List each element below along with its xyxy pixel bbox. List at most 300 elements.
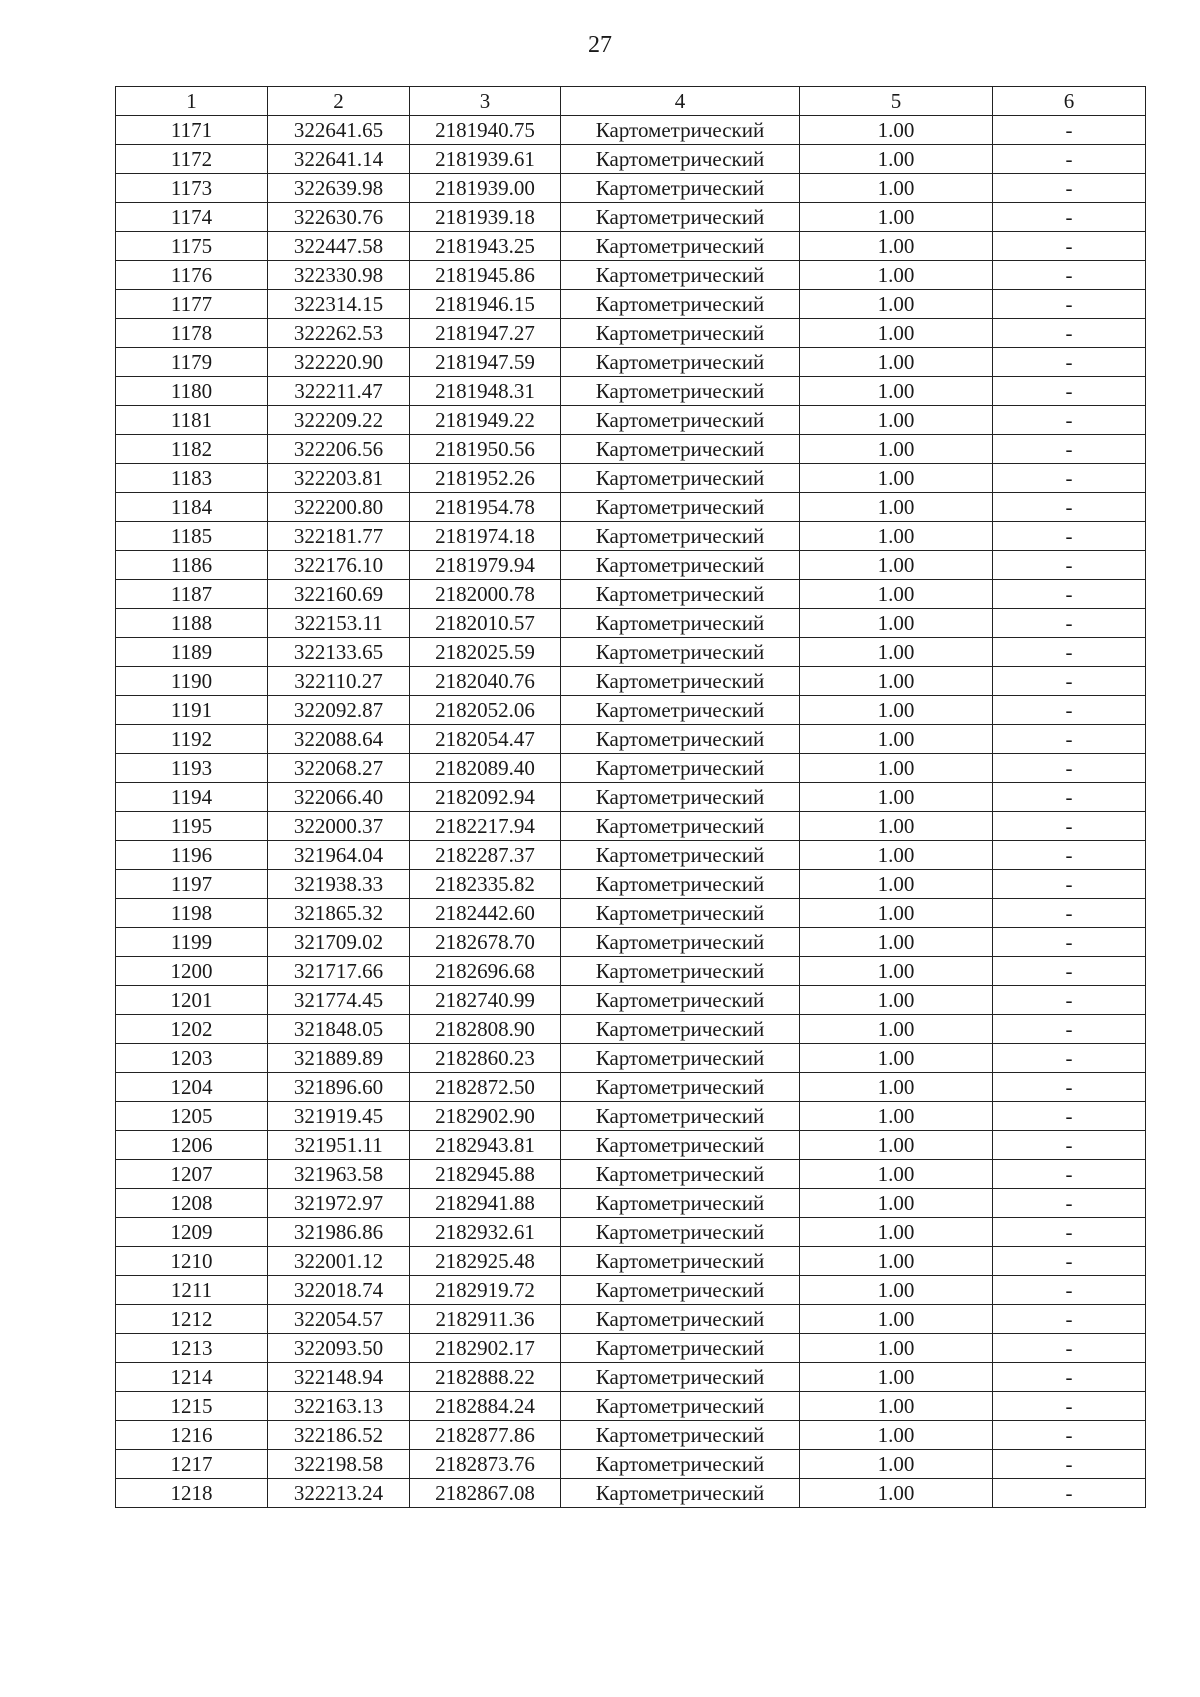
accuracy-cell: 1.00 (800, 435, 993, 464)
point-number-cell: 1176 (116, 261, 268, 290)
method-cell: Картометрический (561, 1160, 800, 1189)
accuracy-cell: 1.00 (800, 609, 993, 638)
accuracy-cell: 1.00 (800, 725, 993, 754)
x-coordinate-cell: 321963.58 (268, 1160, 410, 1189)
table-row (116, 232, 1146, 261)
x-coordinate-cell: 321938.33 (268, 870, 410, 899)
page-number: 27 (588, 32, 612, 58)
y-coordinate-cell: 2181947.27 (410, 319, 561, 348)
method-cell: Картометрический (561, 1305, 800, 1334)
x-coordinate-cell: 322093.50 (268, 1334, 410, 1363)
y-coordinate-cell: 2182867.08 (410, 1479, 561, 1508)
description-cell: - (993, 1073, 1146, 1102)
table-row (116, 638, 1146, 667)
description-cell: - (993, 348, 1146, 377)
x-coordinate-cell: 322054.57 (268, 1305, 410, 1334)
method-cell: Картометрический (561, 783, 800, 812)
point-number-cell: 1198 (116, 899, 268, 928)
point-number-cell: 1200 (116, 957, 268, 986)
y-coordinate-cell: 2182054.47 (410, 725, 561, 754)
coordinates-table (115, 86, 1146, 1508)
point-number-cell: 1191 (116, 696, 268, 725)
accuracy-cell: 1.00 (800, 1131, 993, 1160)
point-number-cell: 1189 (116, 638, 268, 667)
table-row (116, 464, 1146, 493)
table-row (116, 1131, 1146, 1160)
y-coordinate-cell: 2182010.57 (410, 609, 561, 638)
table-header-row (116, 87, 1146, 116)
description-cell: - (993, 899, 1146, 928)
x-coordinate-cell: 321848.05 (268, 1015, 410, 1044)
point-number-cell: 1213 (116, 1334, 268, 1363)
point-number-cell: 1182 (116, 435, 268, 464)
accuracy-cell: 1.00 (800, 1073, 993, 1102)
table-row (116, 348, 1146, 377)
y-coordinate-cell: 2181949.22 (410, 406, 561, 435)
point-number-cell: 1218 (116, 1479, 268, 1508)
accuracy-cell: 1.00 (800, 464, 993, 493)
y-coordinate-cell: 2182872.50 (410, 1073, 561, 1102)
point-number-cell: 1190 (116, 667, 268, 696)
y-coordinate-cell: 2182919.72 (410, 1276, 561, 1305)
accuracy-cell: 1.00 (800, 348, 993, 377)
point-number-cell: 1177 (116, 290, 268, 319)
table-row (116, 377, 1146, 406)
table-row (116, 1218, 1146, 1247)
point-number-cell: 1183 (116, 464, 268, 493)
method-cell: Картометрический (561, 1044, 800, 1073)
y-coordinate-cell: 2182877.86 (410, 1421, 561, 1450)
method-cell: Картометрический (561, 754, 800, 783)
x-coordinate-cell: 322203.81 (268, 464, 410, 493)
point-number-cell: 1174 (116, 203, 268, 232)
method-cell: Картометрический (561, 464, 800, 493)
description-cell: - (993, 928, 1146, 957)
y-coordinate-cell: 2181947.59 (410, 348, 561, 377)
method-cell: Картометрический (561, 1450, 800, 1479)
description-cell: - (993, 870, 1146, 899)
x-coordinate-cell: 321896.60 (268, 1073, 410, 1102)
column-header: 4 (561, 87, 800, 116)
point-number-cell: 1205 (116, 1102, 268, 1131)
point-number-cell: 1217 (116, 1450, 268, 1479)
y-coordinate-cell: 2181950.56 (410, 435, 561, 464)
point-number-cell: 1172 (116, 145, 268, 174)
method-cell: Картометрический (561, 1189, 800, 1218)
description-cell: - (993, 957, 1146, 986)
method-cell: Картометрический (561, 725, 800, 754)
table-row (116, 145, 1146, 174)
x-coordinate-cell: 321919.45 (268, 1102, 410, 1131)
method-cell: Картометрический (561, 638, 800, 667)
accuracy-cell: 1.00 (800, 377, 993, 406)
table-row (116, 493, 1146, 522)
x-coordinate-cell: 322198.58 (268, 1450, 410, 1479)
accuracy-cell: 1.00 (800, 319, 993, 348)
x-coordinate-cell: 322641.65 (268, 116, 410, 145)
method-cell: Картометрический (561, 522, 800, 551)
method-cell: Картометрический (561, 580, 800, 609)
method-cell: Картометрический (561, 435, 800, 464)
y-coordinate-cell: 2182902.90 (410, 1102, 561, 1131)
x-coordinate-cell: 321717.66 (268, 957, 410, 986)
accuracy-cell: 1.00 (800, 1247, 993, 1276)
x-coordinate-cell: 322148.94 (268, 1363, 410, 1392)
y-coordinate-cell: 2182025.59 (410, 638, 561, 667)
point-number-cell: 1185 (116, 522, 268, 551)
x-coordinate-cell: 322220.90 (268, 348, 410, 377)
method-cell: Картометрический (561, 1392, 800, 1421)
x-coordinate-cell: 322163.13 (268, 1392, 410, 1421)
method-cell: Картометрический (561, 203, 800, 232)
method-cell: Картометрический (561, 261, 800, 290)
accuracy-cell: 1.00 (800, 667, 993, 696)
y-coordinate-cell: 2181946.15 (410, 290, 561, 319)
x-coordinate-cell: 322018.74 (268, 1276, 410, 1305)
column-header: 1 (116, 87, 268, 116)
method-cell: Картометрический (561, 290, 800, 319)
table-row (116, 1276, 1146, 1305)
point-number-cell: 1207 (116, 1160, 268, 1189)
method-cell: Картометрический (561, 928, 800, 957)
x-coordinate-cell: 322641.14 (268, 145, 410, 174)
point-number-cell: 1179 (116, 348, 268, 377)
description-cell: - (993, 1479, 1146, 1508)
y-coordinate-cell: 2182040.76 (410, 667, 561, 696)
y-coordinate-cell: 2182884.24 (410, 1392, 561, 1421)
y-coordinate-cell: 2181943.25 (410, 232, 561, 261)
point-number-cell: 1212 (116, 1305, 268, 1334)
point-number-cell: 1175 (116, 232, 268, 261)
method-cell: Картометрический (561, 1247, 800, 1276)
x-coordinate-cell: 322200.80 (268, 493, 410, 522)
description-cell: - (993, 1218, 1146, 1247)
x-coordinate-cell: 322209.22 (268, 406, 410, 435)
accuracy-cell: 1.00 (800, 841, 993, 870)
accuracy-cell: 1.00 (800, 493, 993, 522)
description-cell: - (993, 551, 1146, 580)
accuracy-cell: 1.00 (800, 116, 993, 145)
point-number-cell: 1197 (116, 870, 268, 899)
accuracy-cell: 1.00 (800, 1334, 993, 1363)
y-coordinate-cell: 2182925.48 (410, 1247, 561, 1276)
x-coordinate-cell: 322000.37 (268, 812, 410, 841)
column-header: 2 (268, 87, 410, 116)
x-coordinate-cell: 322133.65 (268, 638, 410, 667)
y-coordinate-cell: 2181948.31 (410, 377, 561, 406)
y-coordinate-cell: 2182740.99 (410, 986, 561, 1015)
description-cell: - (993, 1044, 1146, 1073)
y-coordinate-cell: 2182888.22 (410, 1363, 561, 1392)
y-coordinate-cell: 2182932.61 (410, 1218, 561, 1247)
y-coordinate-cell: 2181979.94 (410, 551, 561, 580)
y-coordinate-cell: 2182945.88 (410, 1160, 561, 1189)
method-cell: Картометрический (561, 1363, 800, 1392)
table-row (116, 1334, 1146, 1363)
accuracy-cell: 1.00 (800, 1189, 993, 1218)
y-coordinate-cell: 2182911.36 (410, 1305, 561, 1334)
column-header: 3 (410, 87, 561, 116)
accuracy-cell: 1.00 (800, 899, 993, 928)
accuracy-cell: 1.00 (800, 1218, 993, 1247)
point-number-cell: 1211 (116, 1276, 268, 1305)
method-cell: Картометрический (561, 986, 800, 1015)
point-number-cell: 1196 (116, 841, 268, 870)
description-cell: - (993, 1363, 1146, 1392)
table-row (116, 261, 1146, 290)
x-coordinate-cell: 322110.27 (268, 667, 410, 696)
description-cell: - (993, 667, 1146, 696)
y-coordinate-cell: 2181939.00 (410, 174, 561, 203)
point-number-cell: 1202 (116, 1015, 268, 1044)
accuracy-cell: 1.00 (800, 174, 993, 203)
accuracy-cell: 1.00 (800, 522, 993, 551)
point-number-cell: 1188 (116, 609, 268, 638)
accuracy-cell: 1.00 (800, 812, 993, 841)
accuracy-cell: 1.00 (800, 261, 993, 290)
column-header: 5 (800, 87, 993, 116)
x-coordinate-cell: 322630.76 (268, 203, 410, 232)
x-coordinate-cell: 322262.53 (268, 319, 410, 348)
table-row (116, 1392, 1146, 1421)
y-coordinate-cell: 2181939.18 (410, 203, 561, 232)
y-coordinate-cell: 2181939.61 (410, 145, 561, 174)
accuracy-cell: 1.00 (800, 1392, 993, 1421)
accuracy-cell: 1.00 (800, 580, 993, 609)
accuracy-cell: 1.00 (800, 551, 993, 580)
accuracy-cell: 1.00 (800, 406, 993, 435)
y-coordinate-cell: 2182092.94 (410, 783, 561, 812)
description-cell: - (993, 319, 1146, 348)
method-cell: Картометрический (561, 319, 800, 348)
description-cell: - (993, 725, 1146, 754)
table-row (116, 174, 1146, 203)
x-coordinate-cell: 322181.77 (268, 522, 410, 551)
point-number-cell: 1203 (116, 1044, 268, 1073)
column-header: 6 (993, 87, 1146, 116)
point-number-cell: 1199 (116, 928, 268, 957)
y-coordinate-cell: 2182089.40 (410, 754, 561, 783)
table-row (116, 986, 1146, 1015)
x-coordinate-cell: 322176.10 (268, 551, 410, 580)
table-row (116, 551, 1146, 580)
description-cell: - (993, 232, 1146, 261)
y-coordinate-cell: 2182442.60 (410, 899, 561, 928)
y-coordinate-cell: 2181940.75 (410, 116, 561, 145)
description-cell: - (993, 1334, 1146, 1363)
description-cell: - (993, 1247, 1146, 1276)
table-row (116, 754, 1146, 783)
x-coordinate-cell: 321951.11 (268, 1131, 410, 1160)
x-coordinate-cell: 322213.24 (268, 1479, 410, 1508)
table-row (116, 1450, 1146, 1479)
method-cell: Картометрический (561, 348, 800, 377)
description-cell: - (993, 609, 1146, 638)
table-row (116, 812, 1146, 841)
x-coordinate-cell: 322092.87 (268, 696, 410, 725)
table-row (116, 580, 1146, 609)
method-cell: Картометрический (561, 174, 800, 203)
accuracy-cell: 1.00 (800, 957, 993, 986)
point-number-cell: 1187 (116, 580, 268, 609)
accuracy-cell: 1.00 (800, 203, 993, 232)
x-coordinate-cell: 322001.12 (268, 1247, 410, 1276)
accuracy-cell: 1.00 (800, 1160, 993, 1189)
accuracy-cell: 1.00 (800, 1015, 993, 1044)
point-number-cell: 1184 (116, 493, 268, 522)
table-row (116, 957, 1146, 986)
point-number-cell: 1216 (116, 1421, 268, 1450)
table-row (116, 1015, 1146, 1044)
description-cell: - (993, 493, 1146, 522)
method-cell: Картометрический (561, 812, 800, 841)
method-cell: Картометрический (561, 1479, 800, 1508)
accuracy-cell: 1.00 (800, 232, 993, 261)
description-cell: - (993, 174, 1146, 203)
method-cell: Картометрический (561, 551, 800, 580)
method-cell: Картометрический (561, 1334, 800, 1363)
x-coordinate-cell: 321986.86 (268, 1218, 410, 1247)
table-row (116, 319, 1146, 348)
accuracy-cell: 1.00 (800, 1044, 993, 1073)
x-coordinate-cell: 321964.04 (268, 841, 410, 870)
method-cell: Картометрический (561, 116, 800, 145)
y-coordinate-cell: 2182217.94 (410, 812, 561, 841)
x-coordinate-cell: 322330.98 (268, 261, 410, 290)
method-cell: Картометрический (561, 406, 800, 435)
x-coordinate-cell: 322066.40 (268, 783, 410, 812)
table-row (116, 841, 1146, 870)
y-coordinate-cell: 2182873.76 (410, 1450, 561, 1479)
y-coordinate-cell: 2182808.90 (410, 1015, 561, 1044)
description-cell: - (993, 377, 1146, 406)
table-row (116, 1363, 1146, 1392)
x-coordinate-cell: 322153.11 (268, 609, 410, 638)
description-cell: - (993, 1450, 1146, 1479)
y-coordinate-cell: 2182941.88 (410, 1189, 561, 1218)
x-coordinate-cell: 322160.69 (268, 580, 410, 609)
description-cell: - (993, 203, 1146, 232)
method-cell: Картометрический (561, 1102, 800, 1131)
x-coordinate-cell: 321889.89 (268, 1044, 410, 1073)
table-row (116, 435, 1146, 464)
x-coordinate-cell: 321972.97 (268, 1189, 410, 1218)
point-number-cell: 1208 (116, 1189, 268, 1218)
description-cell: - (993, 638, 1146, 667)
table-row (116, 203, 1146, 232)
table-row (116, 609, 1146, 638)
description-cell: - (993, 1421, 1146, 1450)
accuracy-cell: 1.00 (800, 1421, 993, 1450)
description-cell: - (993, 754, 1146, 783)
table-row (116, 1073, 1146, 1102)
point-number-cell: 1194 (116, 783, 268, 812)
table-row (116, 406, 1146, 435)
accuracy-cell: 1.00 (800, 145, 993, 174)
accuracy-cell: 1.00 (800, 638, 993, 667)
accuracy-cell: 1.00 (800, 1479, 993, 1508)
method-cell: Картометрический (561, 899, 800, 928)
accuracy-cell: 1.00 (800, 1450, 993, 1479)
table-row (116, 725, 1146, 754)
method-cell: Картометрический (561, 232, 800, 261)
description-cell: - (993, 1160, 1146, 1189)
x-coordinate-cell: 322088.64 (268, 725, 410, 754)
description-cell: - (993, 464, 1146, 493)
description-cell: - (993, 1189, 1146, 1218)
accuracy-cell: 1.00 (800, 870, 993, 899)
table-row (116, 899, 1146, 928)
x-coordinate-cell: 321865.32 (268, 899, 410, 928)
y-coordinate-cell: 2182052.06 (410, 696, 561, 725)
y-coordinate-cell: 2182335.82 (410, 870, 561, 899)
description-cell: - (993, 261, 1146, 290)
method-cell: Картометрический (561, 377, 800, 406)
accuracy-cell: 1.00 (800, 696, 993, 725)
table-row (116, 1305, 1146, 1334)
description-cell: - (993, 1305, 1146, 1334)
description-cell: - (993, 1015, 1146, 1044)
accuracy-cell: 1.00 (800, 290, 993, 319)
table-row (116, 667, 1146, 696)
x-coordinate-cell: 322211.47 (268, 377, 410, 406)
table-row (116, 116, 1146, 145)
description-cell: - (993, 435, 1146, 464)
point-number-cell: 1180 (116, 377, 268, 406)
y-coordinate-cell: 2182000.78 (410, 580, 561, 609)
point-number-cell: 1171 (116, 116, 268, 145)
point-number-cell: 1181 (116, 406, 268, 435)
accuracy-cell: 1.00 (800, 754, 993, 783)
y-coordinate-cell: 2182287.37 (410, 841, 561, 870)
method-cell: Картометрический (561, 870, 800, 899)
description-cell: - (993, 986, 1146, 1015)
point-number-cell: 1178 (116, 319, 268, 348)
table-row (116, 1160, 1146, 1189)
x-coordinate-cell: 322447.58 (268, 232, 410, 261)
accuracy-cell: 1.00 (800, 928, 993, 957)
method-cell: Картометрический (561, 1073, 800, 1102)
description-cell: - (993, 580, 1146, 609)
x-coordinate-cell: 321774.45 (268, 986, 410, 1015)
point-number-cell: 1210 (116, 1247, 268, 1276)
point-number-cell: 1204 (116, 1073, 268, 1102)
point-number-cell: 1173 (116, 174, 268, 203)
x-coordinate-cell: 322068.27 (268, 754, 410, 783)
y-coordinate-cell: 2181945.86 (410, 261, 561, 290)
table-row (116, 1044, 1146, 1073)
y-coordinate-cell: 2181954.78 (410, 493, 561, 522)
y-coordinate-cell: 2181952.26 (410, 464, 561, 493)
y-coordinate-cell: 2182696.68 (410, 957, 561, 986)
x-coordinate-cell: 322639.98 (268, 174, 410, 203)
x-coordinate-cell: 322314.15 (268, 290, 410, 319)
description-cell: - (993, 1276, 1146, 1305)
method-cell: Картометрический (561, 841, 800, 870)
description-cell: - (993, 783, 1146, 812)
table-row (116, 870, 1146, 899)
method-cell: Картометрический (561, 957, 800, 986)
point-number-cell: 1215 (116, 1392, 268, 1421)
method-cell: Картометрический (561, 1218, 800, 1247)
point-number-cell: 1192 (116, 725, 268, 754)
table-row (116, 522, 1146, 551)
method-cell: Картометрический (561, 1015, 800, 1044)
y-coordinate-cell: 2182902.17 (410, 1334, 561, 1363)
x-coordinate-cell: 322206.56 (268, 435, 410, 464)
point-number-cell: 1193 (116, 754, 268, 783)
accuracy-cell: 1.00 (800, 1102, 993, 1131)
